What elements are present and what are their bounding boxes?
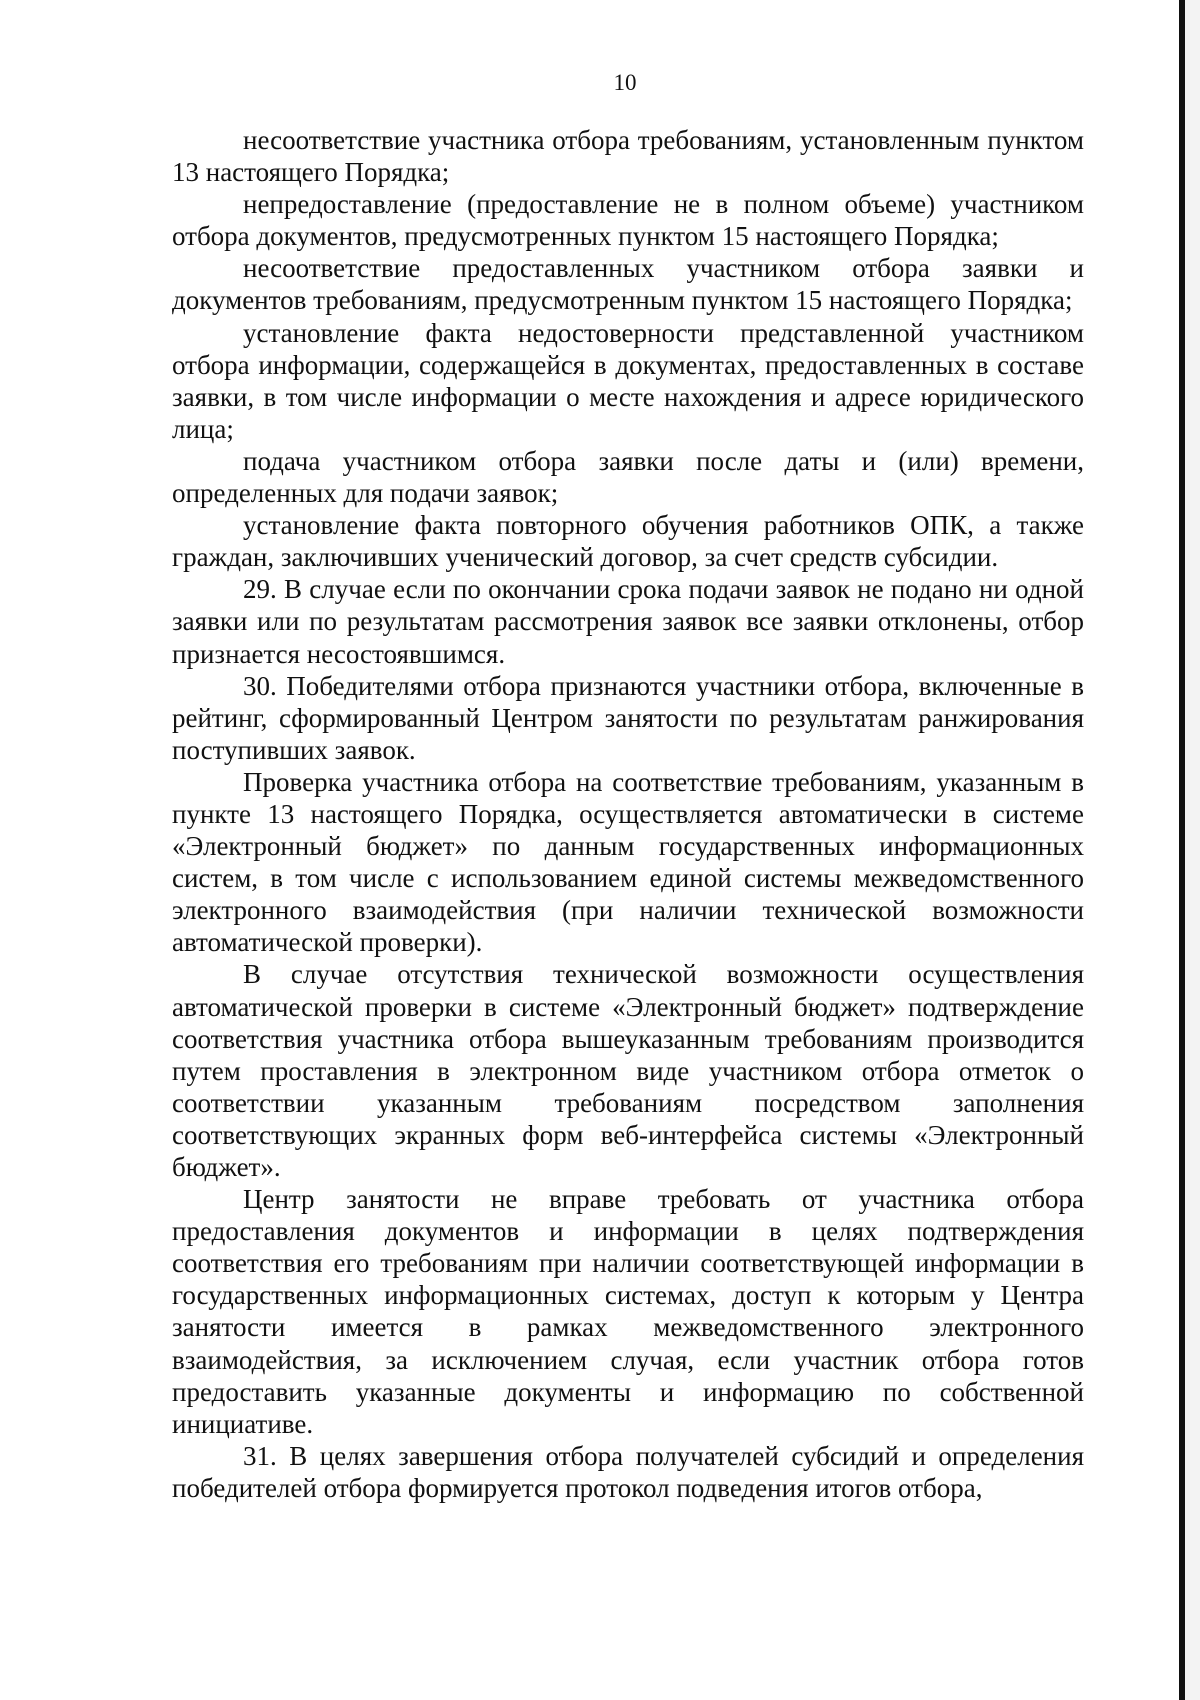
paragraph: установление факта повторного обучения работников ОПК, а также граждан, заключивших ученический договор, за счет средств субсидии.	[172, 510, 1084, 573]
paragraph: Проверка участника отбора на соответствие требованиям, указанным в пункте 13 настоящего Порядка, осуществляется автоматически в системе «Электронный бюджет» по данным государственных информационных систем, в том числе с использованием единой системы межведомственного электронного взаимодействия (при наличии технической возможности автоматической проверки).	[172, 766, 1084, 958]
document-body	[172, 124, 1084, 1504]
paragraph-item-29: 29. В случае если по окончании срока подачи заявок не подано ни одной заявки или по результатам рассмотрения заявок все заявки отклонены, отбор признается несостоявшимся.	[172, 574, 1084, 669]
page-number: 10	[613, 70, 637, 95]
paragraph: несоответствие предоставленных участником отбора заявки и документов требованиям, предусмотренным пунктом 15 настоящего Порядка;	[172, 253, 1084, 316]
paragraph-item-31: 31. В целях завершения отбора получателей субсидий и определения победителей отбора формируется протокол подведения итогов отбора,	[172, 1440, 1084, 1503]
page-margin-background	[1185, 0, 1200, 1700]
paragraph-item-30: 30. Победителями отбора признаются участники отбора, включенные в рейтинг, сформированный Центром занятости по результатам ранжирования поступивших заявок.	[172, 670, 1084, 765]
paragraph: непредоставление (предоставление не в полном объеме) участником отбора документов, предусмотренных пунктом 15 настоящего Порядка;	[172, 189, 1084, 252]
paragraph: несоответствие участника отбора требованиям, установленным пунктом 13 настоящего Порядка;	[172, 125, 1084, 188]
paragraph: установление факта недостоверности представленной участником отбора информации, содержащейся в документах, предоставленных в составе заявки, в том числе информации о месте нахождения и адресе юридического лица;	[172, 317, 1084, 444]
paragraph: подача участником отбора заявки после даты и (или) времени, определенных для подачи заявок;	[172, 445, 1084, 509]
paragraph: В случае отсутствия технической возможности осуществления автоматической проверки в системе «Электронный бюджет» подтверждение соответствия участника отбора вышеуказанным требованиям производится путем проставления в электронном виде участником отбора отметок о соответствии указанным требованиям посредством заполнения соответствующих экранных форм веб-интерфейса системы «Электронный бюджет».	[172, 959, 1084, 1182]
paragraph: Центр занятости не вправе требовать от участника отбора предоставления документов и информации в целях подтверждения соответствия его требованиям при наличии соответствующей информации в государственных информационных системах, доступ к которым у Центра занятости имеется в рамках межведомственного электронного взаимодействия, за исключением случая, если участник отбора готов предоставить указанные документы и информацию по собственной инициативе.	[172, 1184, 1084, 1439]
